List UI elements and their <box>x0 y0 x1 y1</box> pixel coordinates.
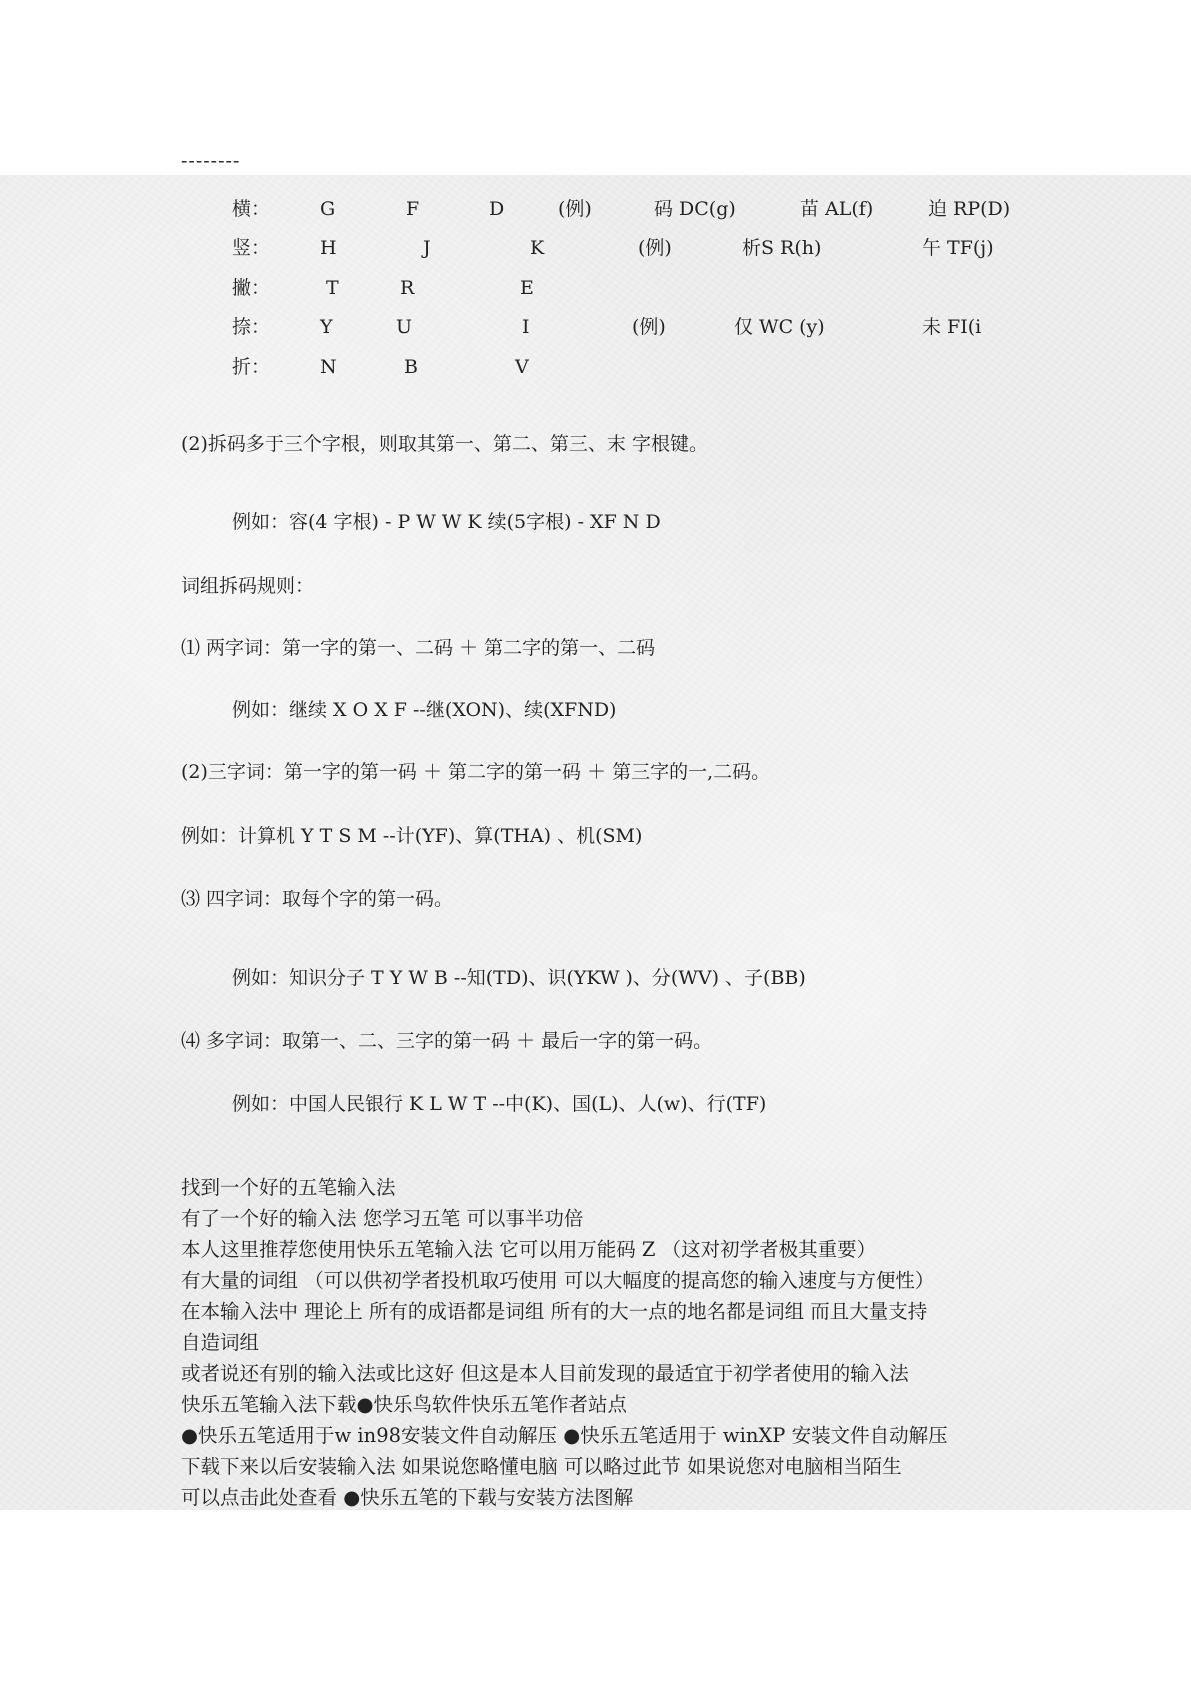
prose-line: ●快乐五笔适用于w in98安装文件自动解压 ●快乐五笔适用于 winXP 安装文件自动解压 <box>181 1424 948 1447</box>
example-label: (例) <box>558 198 592 220</box>
stroke-label: 撇： <box>232 277 271 299</box>
stroke-label: 捺： <box>232 316 271 338</box>
top-rule: -------- <box>181 150 241 172</box>
prose-line: 本人这里推荐您使用快乐五笔输入法 它可以用万能码 Z （这对初学者极其重要） <box>181 1238 877 1261</box>
phrase-rule-4: ⑷ 多字词：取第一、二、三字的第一码 ＋ 最后一字的第一码。 <box>181 1030 713 1052</box>
phrase-rule-2: (2)三字词：第一字的第一码 ＋ 第二字的第一码 ＋ 第三字的一,二码。 <box>181 761 771 783</box>
key: R <box>400 277 415 299</box>
stroke-label: 折： <box>232 356 271 378</box>
rule-2: (2)拆码多于三个字根，则取其第一、第二、第三、末 字根键。 <box>181 433 708 455</box>
key: D <box>489 198 505 220</box>
phrase-rule-1-example: 例如：继续 X O X F --继(XON)、续(XFND) <box>232 699 617 721</box>
key: V <box>515 356 529 378</box>
example: 未 FI(i <box>922 316 982 338</box>
example-label: (例) <box>632 316 666 338</box>
phrase-rules-title: 词组拆码规则： <box>181 575 315 597</box>
example: 苗 AL(f) <box>800 198 874 220</box>
phrase-rule-3: ⑶ 四字词：取每个字的第一码。 <box>181 888 454 910</box>
key: E <box>520 277 534 299</box>
stroke-label: 竖： <box>232 237 271 259</box>
example: 午 TF(j) <box>922 237 994 259</box>
key: I <box>522 316 530 338</box>
example: 析S R(h) <box>742 237 822 259</box>
prose-line: 快乐五笔输入法下载●快乐鸟软件快乐五笔作者站点 <box>181 1393 628 1416</box>
prose-line: 可以点击此处查看 ●快乐五笔的下载与安装方法图解 <box>181 1486 634 1509</box>
prose-line: 找到一个好的五笔输入法 <box>181 1176 396 1199</box>
rule-2-example: 例如：容(4 字根) - P W W K 续(5字根) - XF N D <box>232 511 661 533</box>
key: K <box>530 237 545 259</box>
prose-line: 自造词组 <box>181 1331 260 1354</box>
key: F <box>406 198 420 220</box>
phrase-rule-1: ⑴ 两字词：第一字的第一、二码 ＋ 第二字的第一、二码 <box>181 637 656 659</box>
key: Y <box>320 316 333 338</box>
phrase-rule-3-example: 例如：知识分子 T Y W B --知(TD)、识(YKW )、分(WV) 、子(BB) <box>232 967 806 989</box>
phrase-rule-2-example: 例如：计算机 Y T S M --计(YF)、算(THA) 、机(SM) <box>181 825 643 847</box>
key: U <box>396 316 413 338</box>
prose-line: 有大量的词组 （可以供初学者投机取巧使用 可以大幅度的提高您的输入速度与方便性） <box>181 1269 935 1292</box>
phrase-rule-4-example: 例如：中国人民银行 K L W T --中(K)、国(L)、人(w)、行(TF) <box>232 1093 767 1115</box>
key: G <box>320 198 336 220</box>
example: 仅 WC (y) <box>734 316 825 338</box>
prose-line: 下载下来以后安装输入法 如果说您略懂电脑 可以略过此节 如果说您对电脑相当陌生 <box>181 1455 902 1478</box>
key: T <box>326 277 339 299</box>
example-label: (例) <box>638 237 672 259</box>
prose-line: 在本输入法中 理论上 所有的成语都是词组 所有的大一点的地名都是词组 而且大量支持 <box>181 1300 928 1323</box>
key: N <box>320 356 337 378</box>
key: H <box>320 237 337 259</box>
prose-line: 或者说还有别的输入法或比这好 但这是本人目前发现的最适宜于初学者使用的输入法 <box>181 1362 909 1385</box>
key: J <box>423 237 431 259</box>
key: B <box>404 356 418 378</box>
prose-line: 有了一个好的输入法 您学习五笔 可以事半功倍 <box>181 1207 584 1230</box>
example: 迫 RP(D) <box>928 198 1011 220</box>
stroke-label: 横： <box>232 198 271 220</box>
example: 码 DC(g) <box>654 198 736 220</box>
